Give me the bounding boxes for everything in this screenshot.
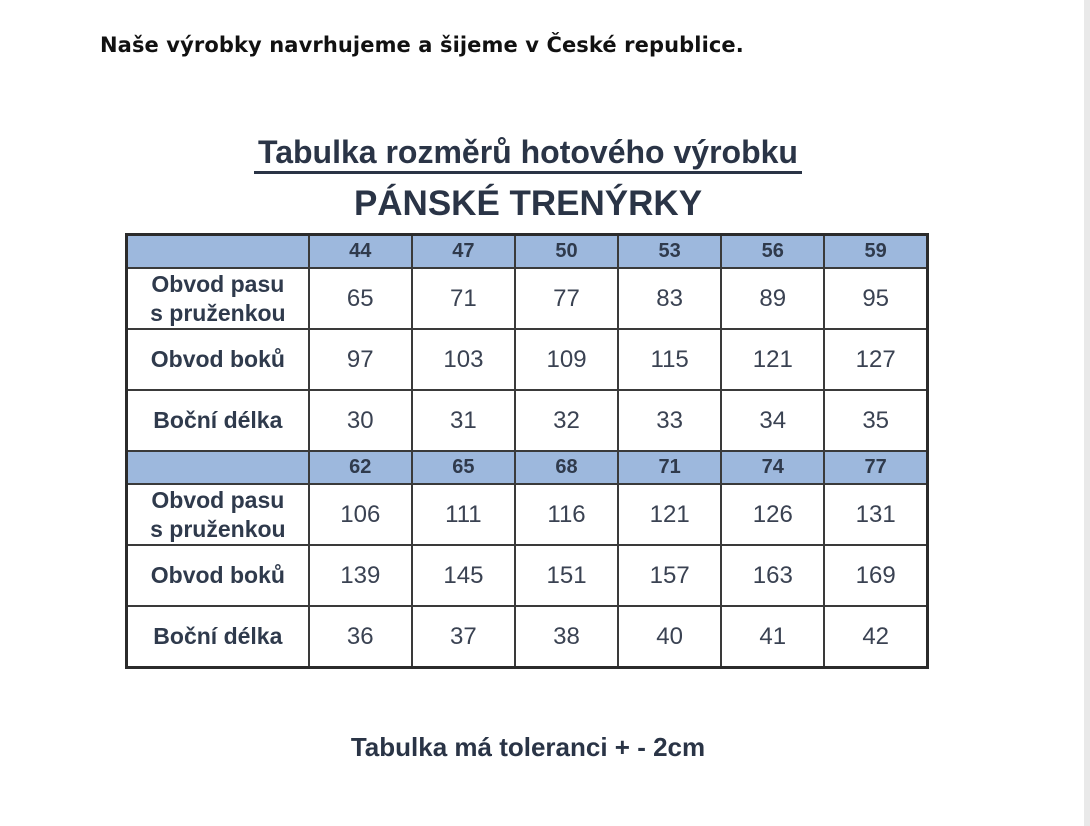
size-header-cell: 62 [309, 451, 412, 484]
size-header-cell: 71 [618, 451, 721, 484]
value-cell: 121 [618, 484, 721, 545]
row-label: Obvod pasu s pruženkou [127, 268, 309, 329]
value-cell: 157 [618, 545, 721, 606]
tolerance-note: Tabulka má toleranci + - 2cm [350, 732, 706, 762]
value-cell: 77 [515, 268, 618, 329]
size-header-cell: 50 [515, 235, 618, 269]
value-cell: 103 [412, 329, 515, 390]
value-cell: 41 [721, 606, 824, 668]
value-cell: 116 [515, 484, 618, 545]
row-label: Obvod boků [127, 545, 309, 606]
size-chart-title [110, 134, 946, 174]
size-header-row [127, 235, 928, 269]
value-cell: 109 [515, 329, 618, 390]
page-heading: Naše výrobky navrhujeme a šijeme v České republice. [100, 33, 744, 57]
size-header-cell: 53 [618, 235, 721, 269]
row-label: Obvod boků [127, 329, 309, 390]
value-cell: 131 [824, 484, 927, 545]
value-cell: 40 [618, 606, 721, 668]
size-header-corner [127, 235, 309, 269]
value-cell: 42 [824, 606, 927, 668]
value-cell: 151 [515, 545, 618, 606]
size-header-row [127, 451, 928, 484]
value-cell: 34 [721, 390, 824, 451]
value-cell: 121 [721, 329, 824, 390]
value-cell: 169 [824, 545, 927, 606]
size-chart-title-text: Tabulka rozměrů hotového výrobku [254, 134, 802, 174]
value-cell: 97 [309, 329, 412, 390]
value-cell: 111 [412, 484, 515, 545]
value-cell: 139 [309, 545, 412, 606]
size-table [125, 233, 929, 669]
size-header-cell: 65 [412, 451, 515, 484]
size-chart-image [110, 120, 950, 780]
table-row [127, 268, 928, 329]
value-cell: 106 [309, 484, 412, 545]
value-cell: 65 [309, 268, 412, 329]
size-chart-subtitle: PÁNSKÉ TRENÝRKY [353, 184, 703, 223]
table-row [127, 606, 928, 668]
value-cell: 145 [412, 545, 515, 606]
value-cell: 89 [721, 268, 824, 329]
row-label: Obvod pasu s pruženkou [127, 484, 309, 545]
table-row [127, 484, 928, 545]
table-row [127, 390, 928, 451]
value-cell: 33 [618, 390, 721, 451]
table-row [127, 329, 928, 390]
page-right-edge [1084, 0, 1090, 826]
value-cell: 30 [309, 390, 412, 451]
value-cell: 35 [824, 390, 927, 451]
value-cell: 127 [824, 329, 927, 390]
value-cell: 115 [618, 329, 721, 390]
table-row [127, 545, 928, 606]
size-header-cell: 56 [721, 235, 824, 269]
size-header-cell: 47 [412, 235, 515, 269]
value-cell: 95 [824, 268, 927, 329]
size-header-cell: 74 [721, 451, 824, 484]
size-header-cell: 44 [309, 235, 412, 269]
size-header-corner [127, 451, 309, 484]
value-cell: 31 [412, 390, 515, 451]
value-cell: 126 [721, 484, 824, 545]
size-header-cell: 68 [515, 451, 618, 484]
size-header-cell: 59 [824, 235, 927, 269]
value-cell: 32 [515, 390, 618, 451]
value-cell: 83 [618, 268, 721, 329]
value-cell: 36 [309, 606, 412, 668]
value-cell: 163 [721, 545, 824, 606]
row-label: Boční délka [127, 606, 309, 668]
row-label: Boční délka [127, 390, 309, 451]
value-cell: 38 [515, 606, 618, 668]
value-cell: 37 [412, 606, 515, 668]
value-cell: 71 [412, 268, 515, 329]
size-header-cell: 77 [824, 451, 927, 484]
